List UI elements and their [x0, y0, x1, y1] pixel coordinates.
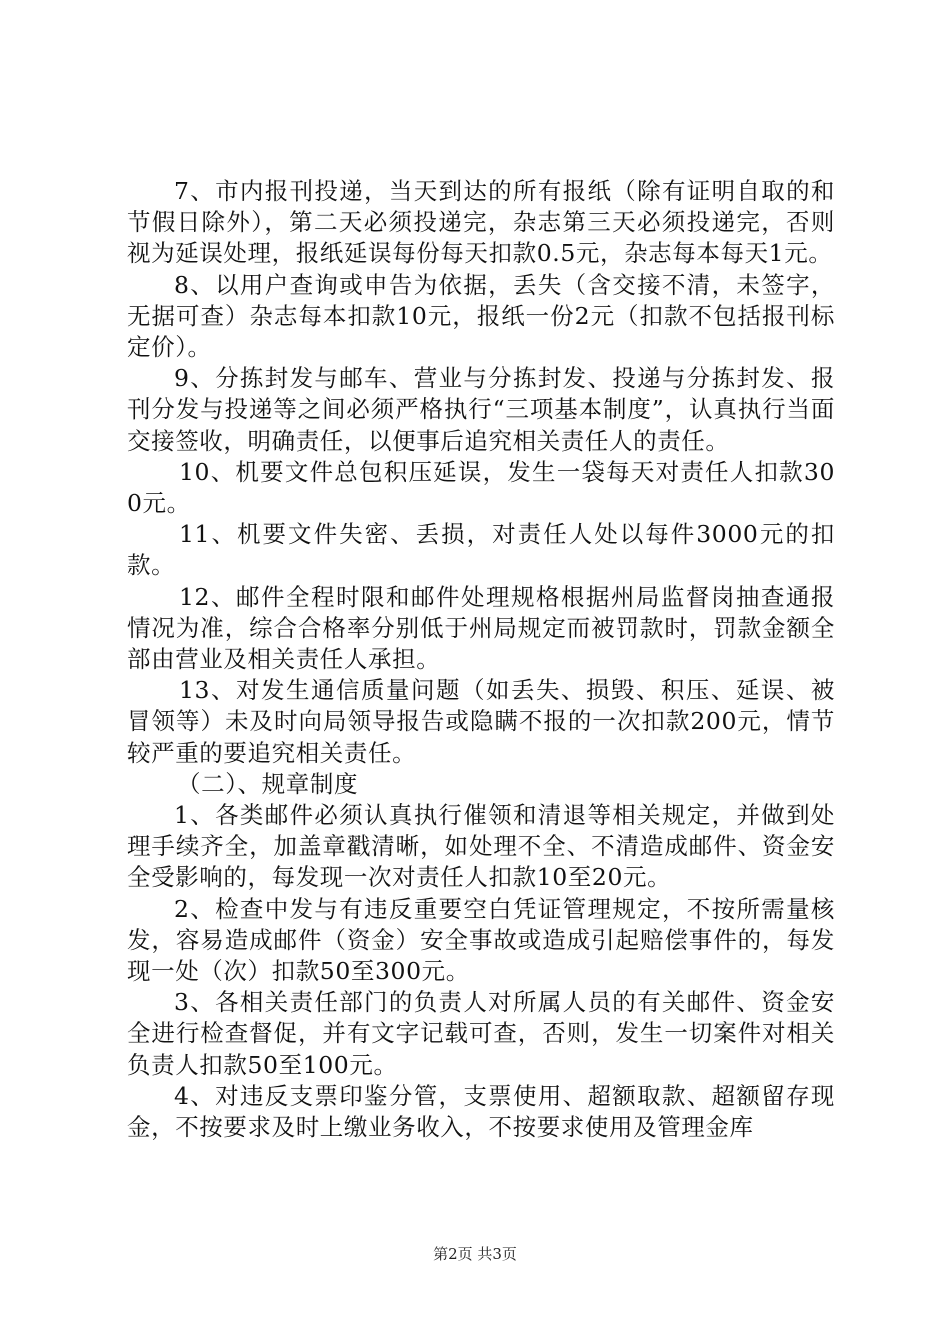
- page-number-footer: 第2页 共3页: [433, 1245, 517, 1263]
- document-body: [127, 176, 835, 1143]
- paragraph-item-13: 13、对发生通信质量问题（如丢失、损毁、积压、延误、被冒领等）未及时向局领导报告或隐瞒不报的一次扣款200元，情节较严重的要追究相关责任。: [127, 676, 835, 767]
- paragraph-rule-4: 4、对违反支票印鉴分管，支票使用、超额取款、超额留存现金，不按要求及时上缴业务收入，不按要求使用及管理金库: [127, 1081, 835, 1142]
- paragraph-item-8: 8、以用户查询或申告为依据，丢失（含交接不清，未签字，无据可查）杂志每本扣款10元，报纸一份2元（扣款不包括报刊标定价）。: [127, 270, 835, 362]
- paragraph-item-10: 10、机要文件总包积压延误，发生一袋每天对责任人扣款300元。: [127, 457, 835, 518]
- paragraph-item-7: 7、市内报刊投递，当天到达的所有报纸（除有证明自取的和节假日除外），第二天必须投递完，杂志第三天必须投递完，否则视为延误处理，报纸延误每份每天扣款0.5元，杂志每本每天1元。: [127, 177, 835, 268]
- paragraph-item-11: 11、机要文件失密、丢损，对责任人处以每件3000元的扣款。: [127, 520, 835, 580]
- section-heading-regulations: （二）、规章制度: [177, 769, 359, 798]
- paragraph-rule-3: 3、各相关责任部门的负责人对所属人员的有关邮件、资金安全进行检查督促，并有文字记载可查，否则，发生一切案件对相关负责人扣款50至100元。: [127, 988, 835, 1079]
- paragraph-rule-2: 2、检查中发与有违反重要空白凭证管理规定，不按所需量核发，容易造成邮件（资金）安全事故或造成引起赔偿事件的，每发现一处（次）扣款50至300元。: [127, 894, 835, 986]
- paragraph-item-12: 12、邮件全程时限和邮件处理规格根据州局监督岗抽查通报情况为准，综合合格率分别低于州局规定而被罚款时，罚款金额全部由营业及相关责任人承担。: [127, 582, 835, 674]
- paragraph-item-9: 9、分拣封发与邮车、营业与分拣封发、投递与分拣封发、报刊分发与投递等之间必须严格执行“三项基本制度”，认真执行当面交接签收，明确责任，以便事后追究相关责任人的责任。: [127, 364, 835, 455]
- paragraph-rule-1: 1、各类邮件必须认真执行催领和清退等相关规定，并做到处理手续齐全，加盖章戳清晰，如处理不全、不清造成邮件、资金安全受影响的，每发现一次对责任人扣款10至20元。: [127, 801, 835, 892]
